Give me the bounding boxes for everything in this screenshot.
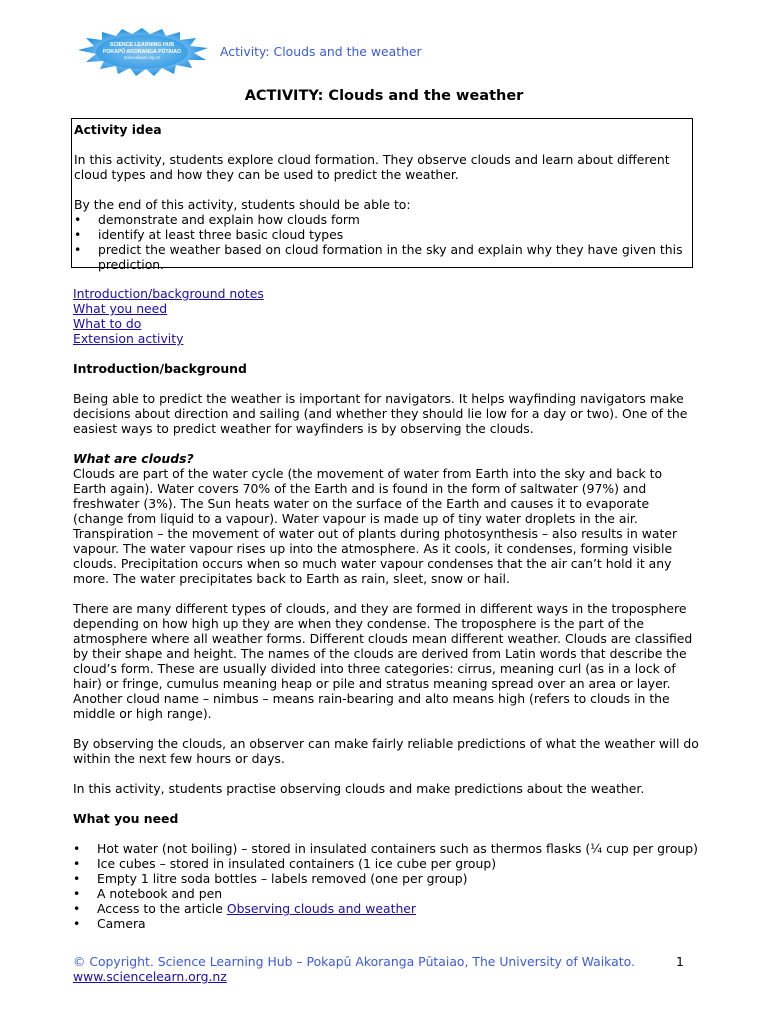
bullet-icon: • bbox=[74, 227, 82, 242]
logo-splash-graphic bbox=[72, 26, 212, 78]
page-number: 1 bbox=[676, 954, 684, 969]
list-item bbox=[73, 856, 699, 871]
outcome-text: demonstrate and explain how clouds form bbox=[98, 212, 360, 227]
material-text: Camera bbox=[97, 916, 146, 931]
document-title: ACTIVITY: Clouds and the weather bbox=[244, 88, 524, 104]
logo-text-line3: sciencelearn.org.nz bbox=[123, 55, 161, 60]
footer bbox=[73, 954, 635, 984]
list-item bbox=[73, 841, 699, 856]
intro-heading: Introduction/background bbox=[73, 361, 247, 376]
observing-clouds-article-link[interactable]: Observing clouds and weather bbox=[226, 901, 417, 916]
activity-idea-heading: Activity idea bbox=[74, 122, 162, 137]
intro-paragraph-4: By observing the clouds, an observer can make fairly reliable predictions of what the weather will do within the next few hours or days. bbox=[73, 736, 699, 766]
material-text: Empty 1 litre soda bottles – labels removed (one per group) bbox=[97, 871, 468, 886]
list-item bbox=[74, 227, 689, 242]
outcomes-lead: By the end of this activity, students should be able to: bbox=[74, 197, 411, 212]
intro-paragraph-3: There are many different types of clouds, and they are formed in different ways in the troposphere depending on how high up they are when they condense. The troposphere is the part of the atmosphere where all weather forms. Different clouds mean different weather. Clouds are classified by their shape and height. The names of the clouds are derived from Latin words that describe the cloud’s form. These are usually divided into three categories: cirrus, meaning curl (as in a lock of hair) or fringe, cumulus meaning heap or pile and stratus meaning spread over an area or layer. Another cloud name – nimbus – means rain-bearing and alto means high (refers to clouds in the middle or high range). bbox=[73, 601, 693, 721]
list-item bbox=[74, 242, 689, 272]
list-item bbox=[74, 212, 689, 227]
footer-website-link[interactable]: www.sciencelearn.org.nz bbox=[73, 969, 227, 984]
bullet-icon: • bbox=[73, 901, 81, 916]
material-text: Hot water (not boiling) – stored in insulated containers such as thermos flasks (¼ cup per group) bbox=[97, 841, 698, 856]
bullet-icon: • bbox=[73, 871, 81, 886]
bullet-icon: • bbox=[73, 841, 81, 856]
activity-idea-box bbox=[71, 118, 693, 272]
outcomes-list bbox=[74, 212, 689, 272]
materials-list bbox=[73, 841, 699, 931]
table-of-contents bbox=[73, 286, 699, 346]
logo-text-line2: POKAPŪ AKORANGA PŪTAIAO bbox=[102, 49, 182, 55]
toc-link-introduction[interactable]: Introduction/background notes bbox=[73, 286, 264, 301]
material-text-prefix: Access to the article bbox=[97, 901, 227, 916]
bullet-icon: • bbox=[74, 212, 82, 227]
header-title: Activity: Clouds and the weather bbox=[220, 44, 422, 59]
toc-link-what-to-do[interactable]: What to do bbox=[73, 316, 142, 331]
material-text: Ice cubes – stored in insulated containers (1 ice cube per group) bbox=[97, 856, 497, 871]
bullet-icon: • bbox=[73, 886, 81, 901]
bullet-icon: • bbox=[73, 916, 81, 931]
intro-paragraph-2: Clouds are part of the water cycle (the movement of water from Earth into the sky and back to Earth again). Water covers 70% of the Earth and is found in the form of saltwater (97%) and freshwater (3%). The Sun heats water on the surface of the Earth and causes it to evaporate (change from liquid to a vapour). Water vapour is made up of tiny water droplets in the air. Transpiration – the movement of water out of plants during photosynthesis – also results in water vapour. The water vapour rises up into the atmosphere. As it cools, it condenses, forming visible clouds. Precipitation occurs when so much water vapour condenses that the air can’t hold it any more. The water precipitates back to Earth as rain, sleet, snow or hail. bbox=[73, 466, 678, 586]
bullet-icon: • bbox=[73, 856, 81, 871]
what-you-need-heading: What you need bbox=[73, 811, 179, 826]
what-are-clouds-subheading: What are clouds? bbox=[73, 451, 194, 466]
outcome-text: predict the weather based on cloud formation in the sky and explain why they have given this prediction. bbox=[98, 242, 683, 272]
toc-link-what-you-need[interactable]: What you need bbox=[73, 301, 168, 316]
material-text: A notebook and pen bbox=[97, 886, 223, 901]
list-item bbox=[73, 886, 699, 901]
footer-copyright: © Copyright. Science Learning Hub – Pokapū Akoranga Pūtaiao, The University of Waikato. bbox=[73, 954, 635, 969]
list-item bbox=[73, 871, 699, 886]
bullet-icon: • bbox=[74, 242, 82, 257]
list-item bbox=[73, 916, 699, 931]
list-item bbox=[73, 901, 699, 916]
logo-text-line1: SCIENCE LEARNING HUB bbox=[109, 42, 175, 48]
outcome-text: identify at least three basic cloud types bbox=[98, 227, 344, 242]
science-learning-hub-logo bbox=[72, 26, 212, 78]
intro-paragraph-1: Being able to predict the weather is important for navigators. It helps wayfinding navigators make decisions about direction and sailing (and whether they should lie low for a day or two). One of the easiest ways to predict weather for wayfinders is by observing the clouds. bbox=[73, 391, 688, 436]
toc-link-extension-activity[interactable]: Extension activity bbox=[73, 331, 184, 346]
main-content bbox=[73, 286, 699, 931]
intro-paragraph-5: In this activity, students practise observing clouds and make predictions about the weather. bbox=[73, 781, 645, 796]
activity-idea-intro: In this activity, students explore cloud formation. They observe clouds and learn about different cloud types and how they can be used to predict the weather. bbox=[74, 152, 670, 182]
